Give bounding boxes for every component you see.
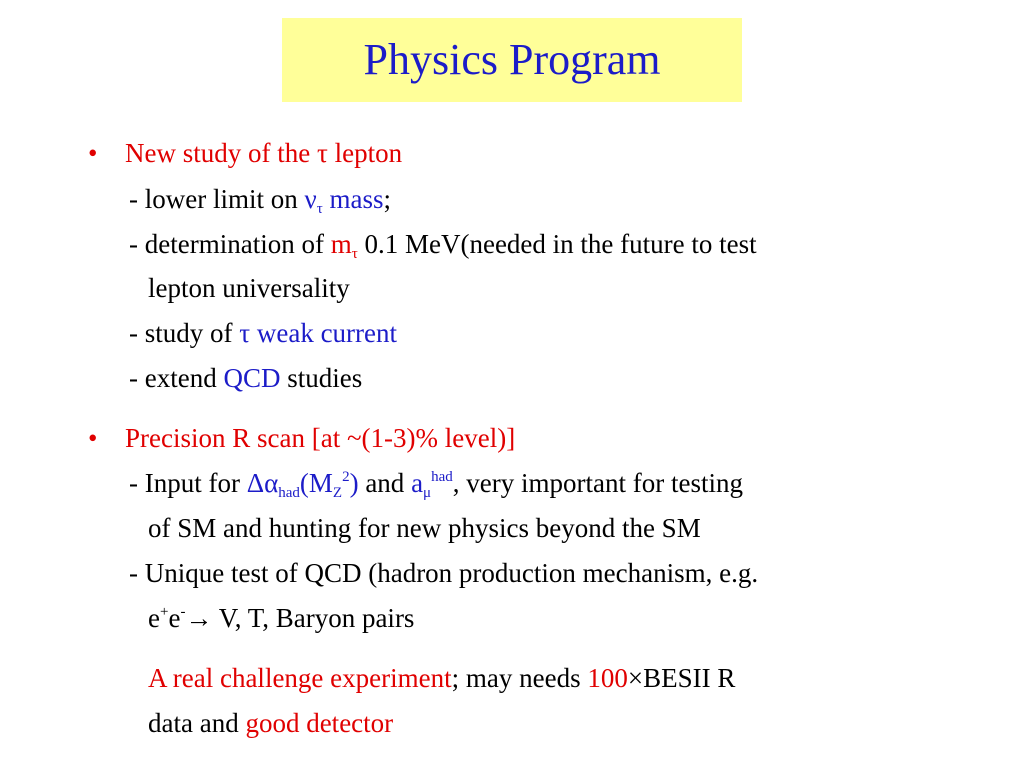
page-title: Physics Program (363, 35, 661, 84)
section2-line-input (129, 467, 743, 499)
m-tau-symbol: $m_\tau$ (330, 229, 358, 262)
title-box (282, 18, 742, 102)
text: BESII R (643, 663, 736, 693)
text: - study of (129, 318, 240, 348)
text: - Input for (129, 468, 247, 498)
delta-alpha-had-term: $\Delta\alpha_{had}(M_Z^2)$ (246, 468, 359, 501)
section1-line-tau-mass (129, 228, 757, 260)
section1-line-universality (148, 272, 350, 304)
text: data and (148, 708, 246, 738)
section1-heading (125, 137, 402, 169)
section1-line-neutrino-mass (129, 183, 391, 215)
section1-line-weak-current (129, 317, 397, 349)
text: lepton (327, 138, 403, 168)
text: - extend (129, 363, 224, 393)
section2-line-sm (148, 512, 701, 544)
tau-symbol: τ (316, 138, 328, 168)
text: e (148, 603, 160, 633)
section1-line-qcd (129, 362, 362, 394)
text: studies (280, 363, 363, 393)
qcd-text: QCD (223, 363, 281, 393)
section2-heading (125, 422, 515, 454)
number-100: 100 (587, 663, 628, 693)
bullet-icon: • (88, 138, 98, 168)
text: , very important for testing (452, 468, 743, 498)
text: V, T, Baryon pairs (212, 603, 415, 633)
text: - determination of (129, 229, 331, 259)
conclusion-line-2 (148, 707, 393, 739)
section2-line-pairs (148, 602, 414, 634)
text: - Unique test of QCD (hadron production mechanism, e.g. (129, 558, 759, 588)
text: of SM and hunting for new physics beyond the SM (148, 513, 701, 543)
section2-line-qcd-test (129, 557, 758, 589)
plus-sup: + (159, 604, 169, 620)
bullet-icon: • (88, 423, 98, 453)
weak-current-text: τ weak current (239, 318, 398, 348)
minus-sup: - (180, 604, 186, 620)
text: and (358, 468, 412, 498)
arrow-icon: → (185, 603, 213, 633)
nu-symbol: $\nu_\tau$ mass (304, 184, 384, 217)
a-mu-had-term: $a_\mu^{had}$ (411, 468, 453, 501)
text: ; may needs (451, 663, 588, 693)
challenge-text: A real challenge experiment (148, 663, 452, 693)
text: Precision R scan [at ~(1-3)% level)] (125, 423, 516, 453)
text: ; (383, 184, 391, 214)
text: New study of the (125, 138, 317, 168)
times-symbol: × (627, 663, 644, 693)
good-detector-text: good detector (245, 708, 394, 738)
conclusion-line-1 (148, 662, 735, 694)
text: - lower limit on (129, 184, 305, 214)
text: 0.1 MeV(needed in the future to test (357, 229, 757, 259)
text: e (168, 603, 181, 633)
text: lepton universality (148, 273, 350, 303)
